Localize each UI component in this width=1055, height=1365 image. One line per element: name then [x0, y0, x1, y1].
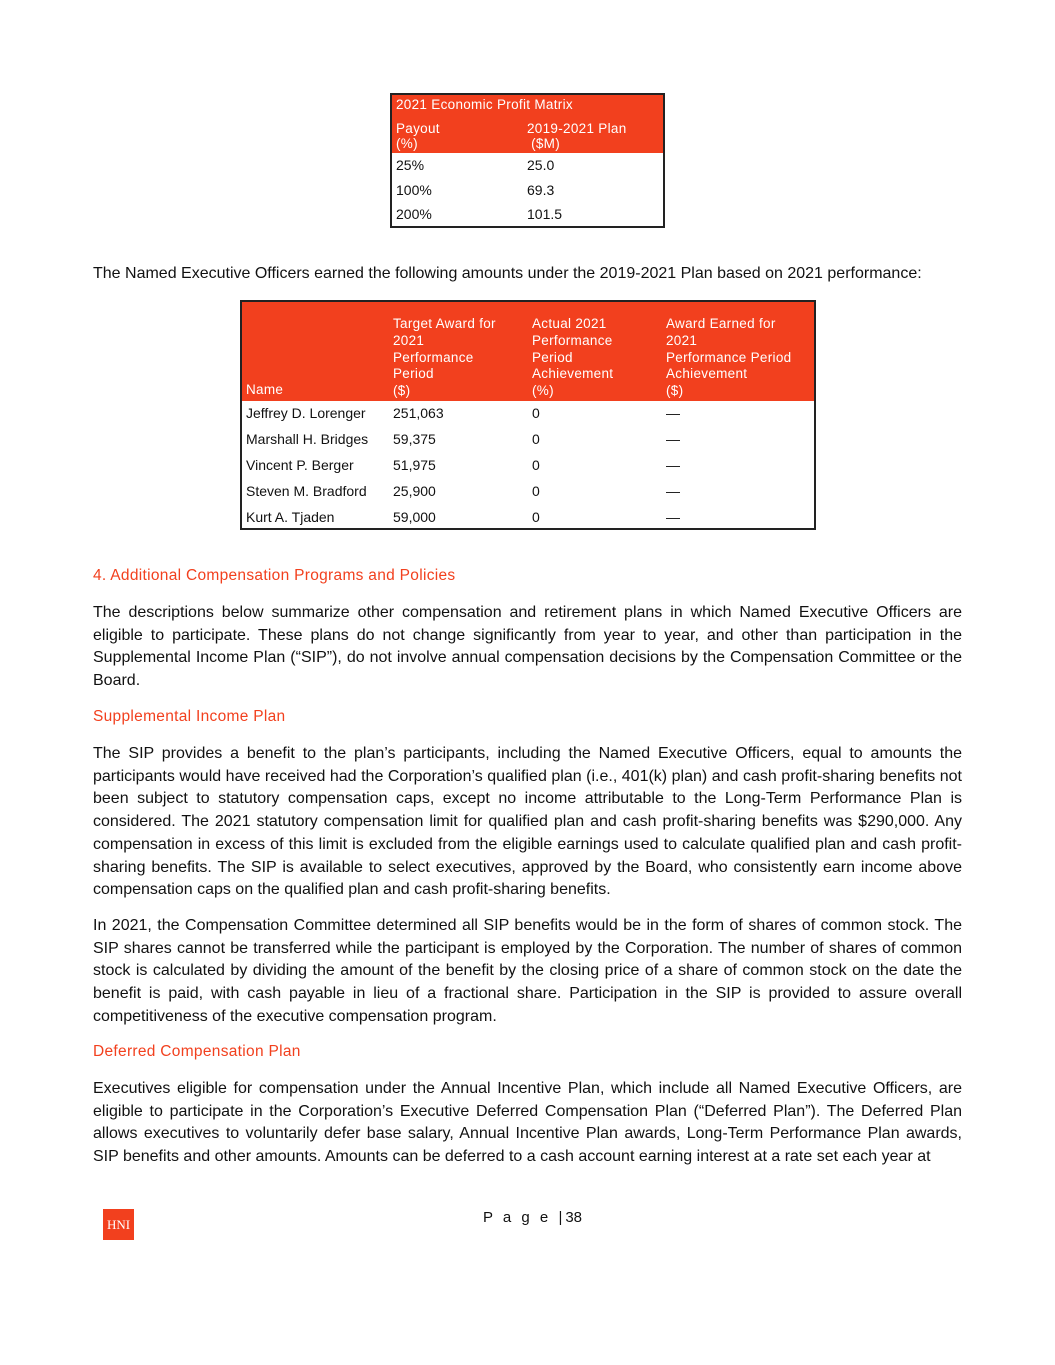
intro-text: The Named Executive Officers earned the following amounts under the 2019-2021 Plan based on 2021 performance: [93, 265, 922, 282]
header-award-earned: Award Earned for 2021 Performance Period Achievement ($) [666, 316, 792, 399]
matrix-col-payout: Payout (%) [396, 121, 440, 151]
table-row: Marshall H. Bridges 59,375 0 — [246, 431, 680, 447]
table-row: 100% 69.3 [396, 181, 555, 198]
header-target-award: Target Award for 2021 Performance Period ($) [393, 316, 496, 399]
table-row: 25% 25.0 [396, 157, 555, 173]
economic-profit-matrix-table [390, 93, 665, 228]
sip-paragraph-2: In 2021, the Compensation Committee determined all SIP benefits would be in the form of shares of common stock. The SIP shares cannot be transferred while the participant is employed by the Corporation. The number of shares of common stock is calculated by dividing the amount of the benefit by the closing price of a share of common stock on the date the benefit is paid, with cash payable in lieu of a fractional share. Participation in the SIP is provided to assure overall competitiveness of the executive compensation program. [93, 917, 962, 1025]
table-row: 200% 101.5 [396, 206, 563, 222]
header-actual-achievement: Actual 2021 Performance Period Achievement (%) [532, 316, 614, 399]
header-name: Name [246, 382, 284, 397]
sip-paragraph-1: The SIP provides a benefit to the plan’s participants, including the Named Executive Officers, equal to amounts the participants would have received had the Corporation’s qualified plan (i.e., 401(k) plan) and cash profit-sharing benefits not been subject to statutory compensation caps, except no income attributable to the Long-Term Performance Plan is considered. The 2021 statutory compensation limit for qualified plan and cash profit-sharing benefits was $290,000. Any compensation in excess of this limit is excluded from the eligible earnings used to calculate qualified plan and cash profit-sharing benefits. The SIP is available to select executives, approved by the Board, who consistently earn income above compensation caps on the qualified plan and cash profit-sharing benefits. [93, 745, 962, 899]
matrix-title: 2021 Economic Profit Matrix [396, 97, 573, 112]
table-row: Kurt A. Tjaden 59,000 0 — [246, 509, 680, 525]
table-row: Jeffrey D. Lorenger 251,063 0 — [246, 405, 680, 421]
section-4-heading: 4. Additional Compensation Programs and Policies [93, 567, 456, 584]
neo-table-header [242, 302, 814, 401]
hni-logo: HNI [103, 1209, 134, 1240]
table-row: Vincent P. Berger 51,975 0 — [246, 457, 680, 473]
neo-awards-table [240, 300, 816, 530]
table-row: Steven M. Bradford 25,900 0 — [246, 483, 680, 499]
deferred-paragraph: Executives eligible for compensation under the Annual Incentive Plan, which include all Named Executive Officers, are eligible to participate in the Corporation’s Executive Deferred Compensation Plan (“Deferred Plan”). The Deferred Plan allows executives to voluntarily defer base salary, Annual Incentive Plan awards, Long-Term Performance Plan awards, SIP benefits and other amounts. Amounts can be deferred to a cash account earning interest at a rate set each year at [93, 1080, 962, 1166]
sip-heading: Supplemental Income Plan [93, 708, 286, 725]
page-number: P a g e |38 [483, 1209, 583, 1226]
matrix-header [392, 95, 663, 153]
section-4-paragraph: The descriptions below summarize other compensation and retirement plans in which Named Executive Officers are eligible to participate. These plans do not change significantly from year to year, and other than participation in the Supplemental Income Plan (“SIP”), do not involve annual compensation decisions by the Compensation Committee or the Board. [93, 604, 962, 690]
matrix-col-plan: 2019-2021 Plan ($M) [527, 121, 627, 151]
deferred-heading: Deferred Compensation Plan [93, 1043, 301, 1060]
